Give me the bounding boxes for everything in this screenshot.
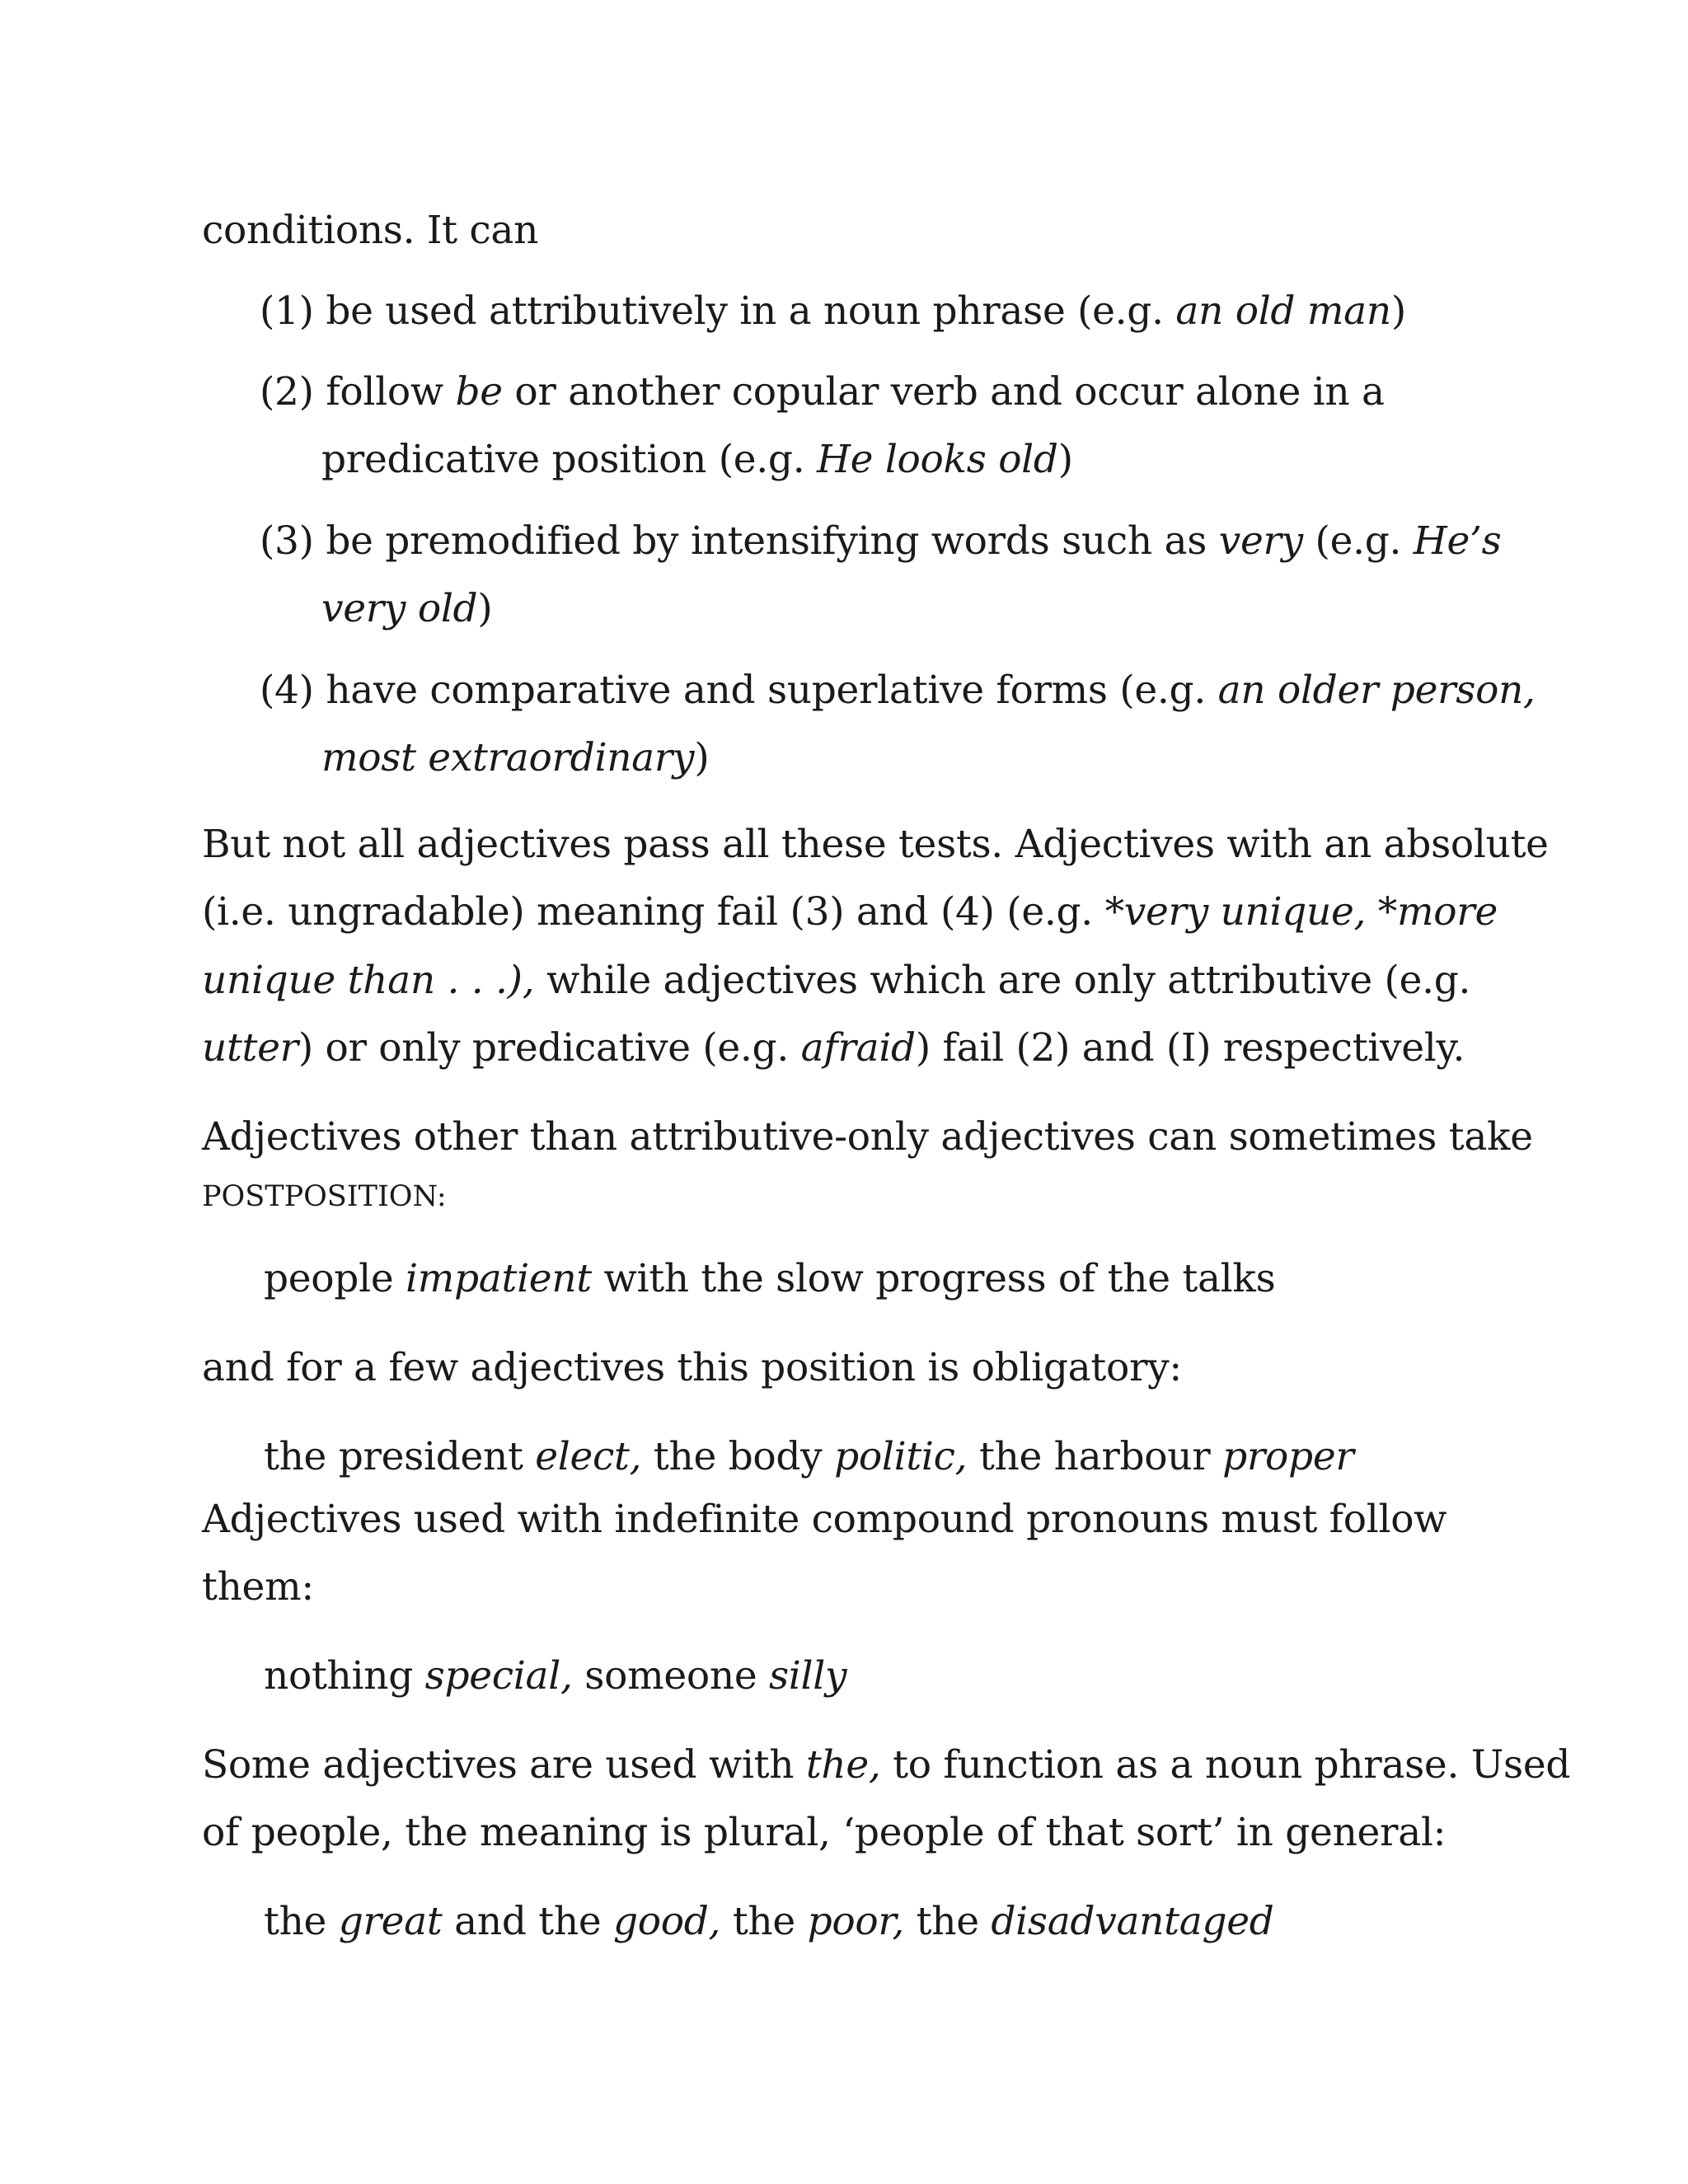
list-item-1: (1) be used attributively in a noun phrase (e.g. an old man) — [260, 288, 1406, 334]
example-line: nothing special, someone silly — [264, 1653, 847, 1699]
paragraph-line: utter) or only predicative (e.g. afraid) fail (2) and (I) respectively. — [202, 1025, 1465, 1071]
list-item-2-continuation: predicative position (e.g. He looks old) — [321, 437, 1073, 482]
small-caps-term: POSTPOSITION: — [202, 1180, 447, 1213]
list-item-3-continuation: very old) — [321, 586, 493, 631]
paragraph-line: But not all adjectives pass all these tests. Adjectives with an absolute — [202, 822, 1549, 867]
paragraph-line: and for a few adjectives this position is obligatory: — [202, 1345, 1182, 1390]
list-item-4-continuation: most extraordinary) — [321, 735, 710, 780]
paragraph-line: unique than . . .), while adjectives which are only attributive (e.g. — [202, 958, 1471, 1003]
example-line: people impatient with the slow progress of the talks — [264, 1256, 1276, 1301]
list-item-2: (2) follow be or another copular verb and occur alone in a — [260, 369, 1385, 415]
paragraph-line: them: — [202, 1564, 314, 1610]
paragraph-line: conditions. It can — [202, 208, 539, 253]
document-page — [202, 0, 1571, 2184]
list-item-3: (3) be premodified by intensifying words such as very (e.g. He’s — [260, 518, 1502, 564]
paragraph-line: Adjectives used with indefinite compound pronouns must follow — [202, 1497, 1447, 1542]
paragraph-line: of people, the meaning is plural, ‘people of that sort’ in general: — [202, 1810, 1447, 1855]
paragraph-line: Adjectives other than attributive-only adjectives can sometimes take — [202, 1114, 1533, 1160]
example-line: the president elect, the body politic, the harbour proper — [264, 1434, 1354, 1479]
list-item-4: (4) have comparative and superlative forms (e.g. an older person, — [260, 668, 1536, 713]
paragraph-line: Some adjectives are used with the, to function as a noun phrase. Used — [202, 1742, 1571, 1788]
example-line: the great and the good, the poor, the disadvantaged — [264, 1899, 1274, 1944]
paragraph-line: (i.e. ungradable) meaning fail (3) and (4) (e.g. *very unique, *more — [202, 889, 1498, 935]
